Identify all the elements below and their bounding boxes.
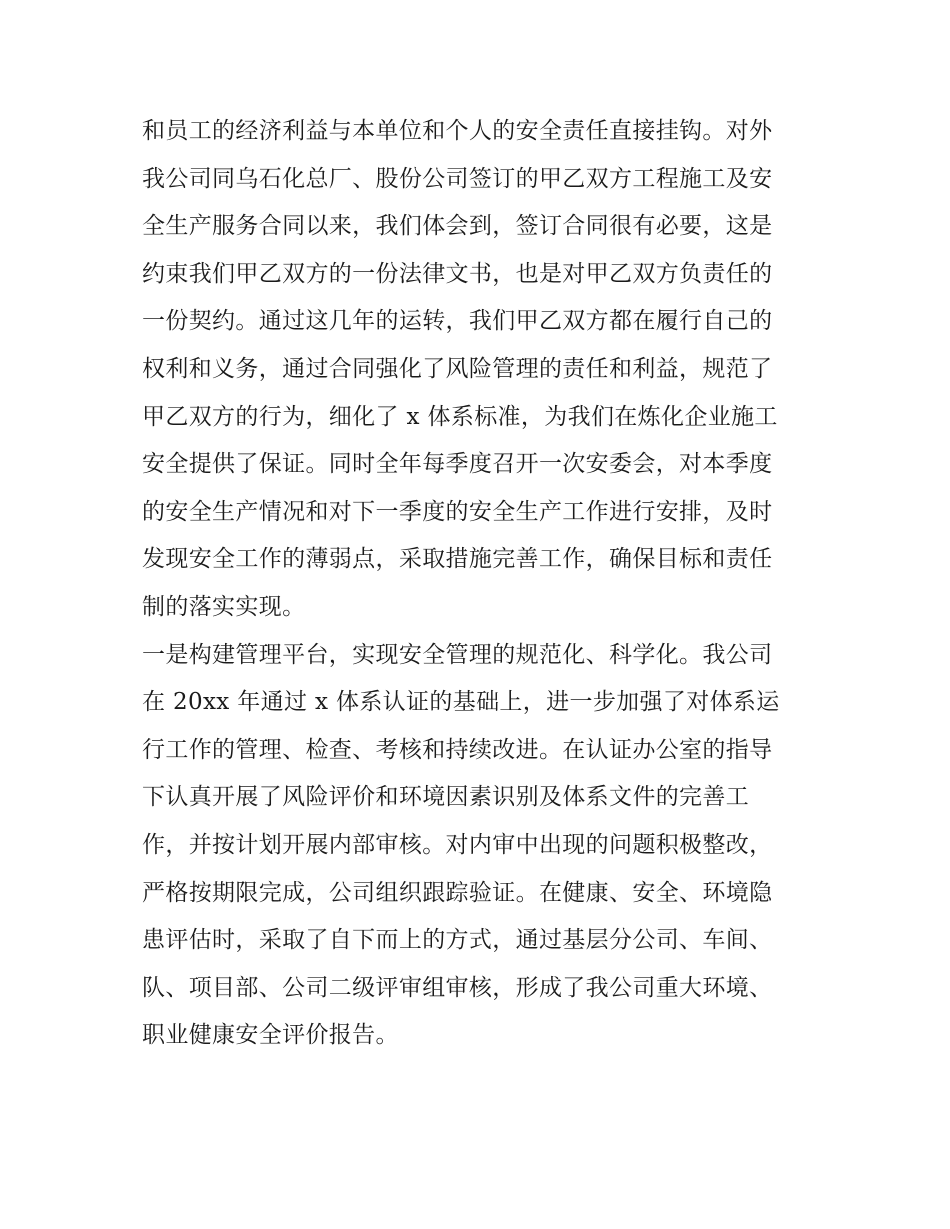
text-line: 下认真开展了风险评价和环境因素识别及体系文件的完善工 [142, 784, 750, 811]
text-line: 发现安全工作的薄弱点，采取措施完善工作，确保目标和责任 [142, 546, 773, 573]
text-line: 职业健康安全评价报告。 [142, 1022, 399, 1049]
text-line: 权利和义务，通过合同强化了风险管理的责任和利益，规范了 [142, 355, 773, 382]
text-line: 全生产服务合同以来，我们体会到，签订合同很有必要，这是 [142, 213, 773, 240]
text-line: 行工作的管理、检查、考核和持续改进。在认证办公室的指导 [142, 736, 773, 763]
text-line: 患评估时，采取了自下而上的方式，通过基层分公司、车间、 [142, 927, 773, 954]
text-line: 一是构建管理平台，实现安全管理的规范化、科学化。我公司 [142, 641, 773, 668]
text-line: 队、项目部、公司二级评审组审核，形成了我公司重大环境、 [142, 974, 773, 1001]
text-line: 作，并按计划开展内部审核。对内审中出现的问题积极整改， [142, 831, 773, 858]
text-line: 约束我们甲乙双方的一份法律文书，也是对甲乙双方负责任的 [142, 260, 773, 287]
paragraph-management-platform [142, 632, 822, 1060]
text-line: 安全提供了保证。同时全年每季度召开一次安委会，对本季度 [142, 451, 773, 478]
text-line: 我公司同乌石化总厂、股份公司签订的甲乙双方工程施工及安 [142, 165, 773, 192]
text-line: 和员工的经济利益与本单位和个人的安全责任直接挂钩。对外 [142, 118, 773, 144]
text-line: 制的落实实现。 [142, 593, 306, 620]
document-body [142, 108, 822, 1060]
text-line: 严格按期限完成，公司组织跟踪验证。在健康、安全、环境隐 [142, 879, 773, 906]
paragraph-safety-responsibility [142, 108, 822, 632]
text-line: 的安全生产情况和对下一季度的安全生产工作进行安排，及时 [142, 498, 773, 525]
text-line: 一份契约。通过这几年的运转，我们甲乙双方都在履行自己的 [142, 308, 773, 335]
text-line: 在 20xx 年通过 x 体系认证的基础上，进一步加强了对体系运 [142, 689, 780, 716]
text-line: 甲乙双方的行为，细化了 x 体系标准，为我们在炼化企业施工 [142, 403, 778, 430]
